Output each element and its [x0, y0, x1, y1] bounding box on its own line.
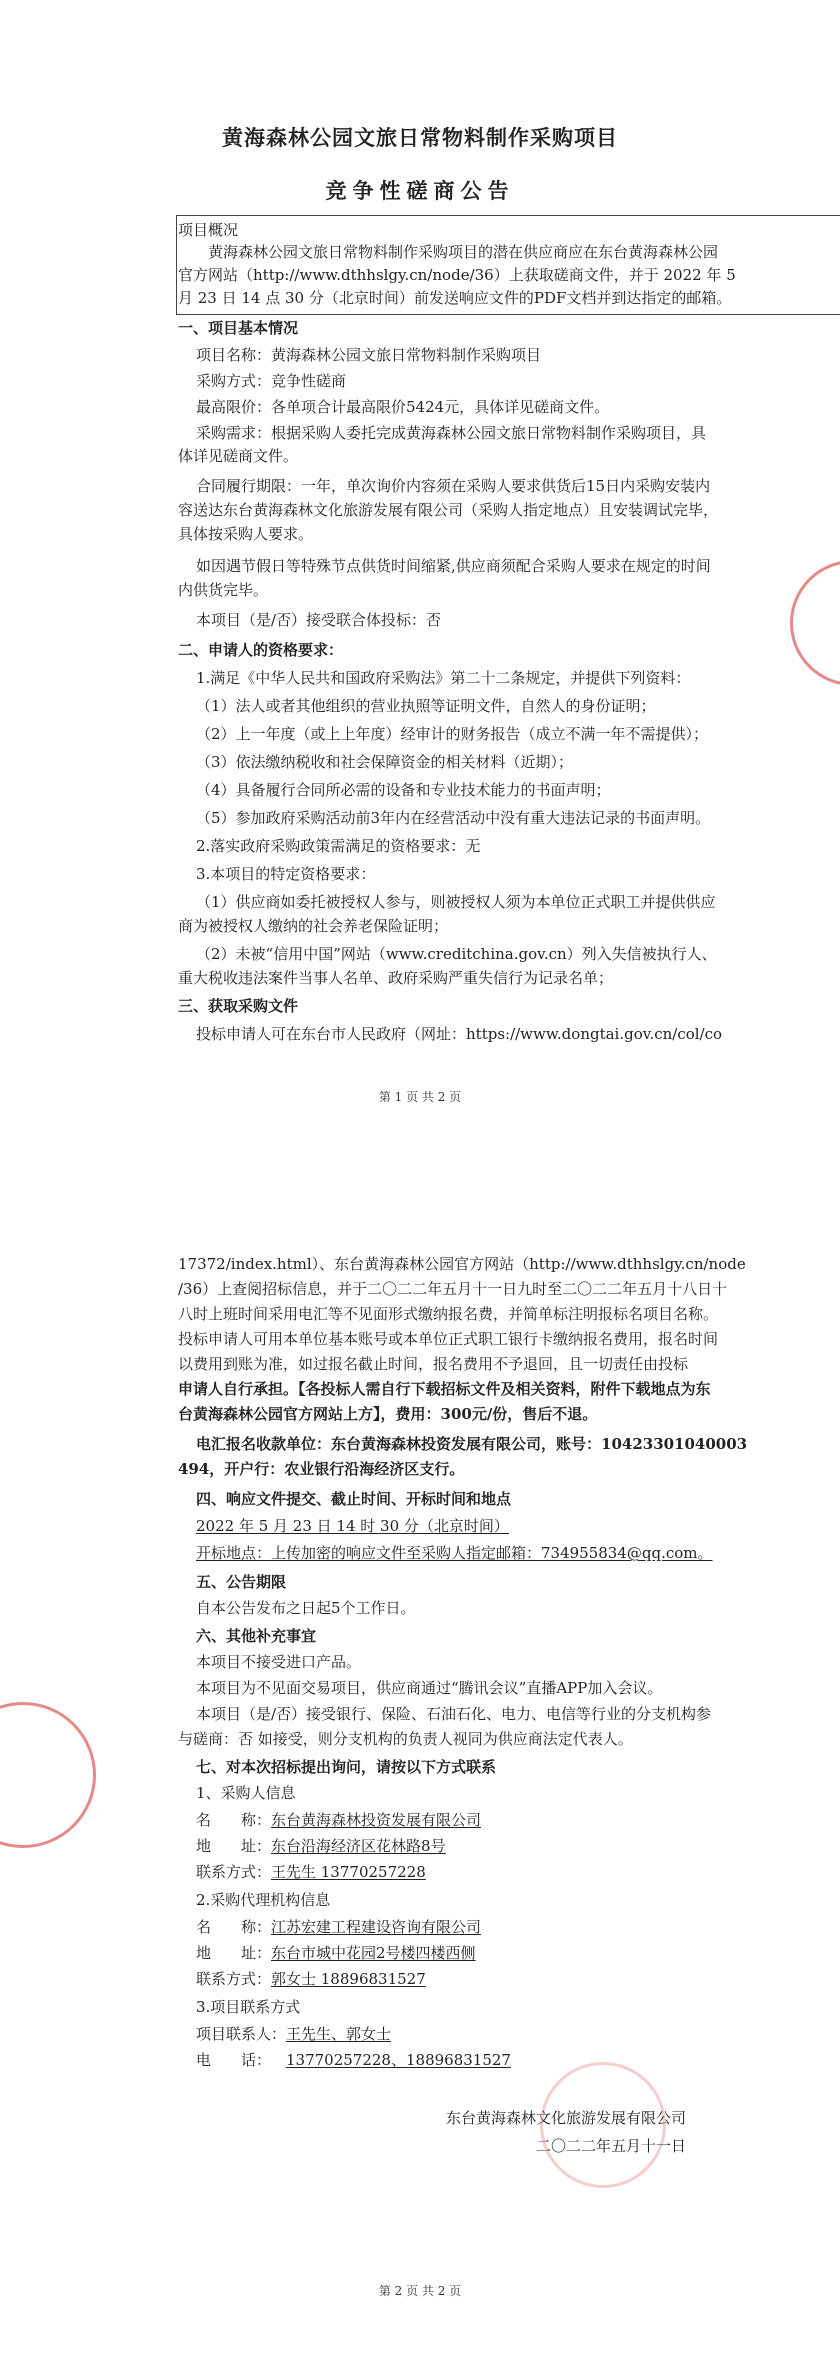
demand-line: 体详见磋商文件。 — [178, 447, 299, 465]
section-heading: 五、公告期限 — [196, 1573, 287, 1591]
other-line: 本项目为不见面交易项目，供应商通过“腾讯会议”直播APP加入会议。 — [196, 1679, 663, 1697]
contact-group-title: 1、采购人信息 — [196, 1784, 296, 1802]
contact-value: 13770257228、18896831527 — [286, 2051, 511, 2069]
period-line: 自本公告发布之日起5个工作日。 — [196, 1599, 416, 1617]
contact-label: 名 称： — [196, 1811, 272, 1829]
contract-line: 具体按采购人要求。 — [178, 525, 314, 543]
qualification-line: （3）依法缴纳税收和社会保障资金的相关材料（近期）； — [196, 753, 574, 771]
contract-line: 合同履行期限：一年，单次询价内容须在采购人要求供货后15日内采购安装内 — [196, 477, 711, 495]
deadline-line: 2022 年 5 月 23 日 14 时 30 分（北京时间） — [196, 1517, 509, 1535]
continued-line: 投标申请人可用本单位基本账号或本单位正式职工银行卡缴纳报名费用，报名时间 — [178, 1330, 719, 1348]
consortium-line: 本项目（是/否）接受联合体投标：否 — [196, 611, 442, 629]
contact-value: 东台市城中花园2号楼四楼西侧 — [271, 1944, 476, 1962]
contact-value: 东台黄海森林投资发展有限公司 — [271, 1811, 482, 1829]
project-name: 项目名称：黄海森林公园文旅日常物料制作采购项目 — [196, 346, 542, 364]
continued-line: 申请人自行承担。【各投标人需自行下载招标文件及相关资料，附件下载地点为东 — [178, 1380, 711, 1398]
document-subtitle: 竞争性磋商公告 — [325, 178, 515, 203]
document-title: 黄海森林公园文旅日常物料制作采购项目 — [222, 125, 618, 150]
section-heading: 七、对本次招标提出询问，请按以下方式联系 — [196, 1758, 497, 1776]
procurement-method: 采购方式：竞争性磋商 — [196, 372, 347, 390]
company-seal — [540, 2062, 666, 2188]
qualification-line: 3.本项目的特定资格要求： — [196, 865, 376, 883]
bank-line: 494，开户行：农业银行沿海经济区支行。 — [178, 1460, 465, 1478]
contact-value: 王先生、郭女士 — [286, 2025, 392, 2043]
section-heading: 一、项目基本情况 — [178, 319, 299, 337]
holiday-line: 如因遇节假日等特殊节点供货时间缩紧,供应商须配合采购人要求在规定的时间 — [196, 557, 711, 575]
continued-line: 八时上班时间采用电汇等不见面形式缴纳报名费，并简单标注明报标名项目名称。 — [178, 1305, 719, 1323]
contact-label: 联系方式： — [196, 1863, 272, 1881]
qualification-line: （2）上一年度（或上上年度）经审计的财务报告（成立不满一年不需提供）； — [196, 725, 709, 743]
other-line: 与磋商：否 如接受，则分支机构的负责人视同为供应商法定代表人。 — [178, 1730, 633, 1748]
contact-label: 项目联系人： — [196, 2025, 287, 2043]
continued-line: 17372/index.html）、东台黄海森林公园官方网站（http://www.dthhslgy.cn/node — [178, 1255, 746, 1273]
qualification-line: （2）未被“信用中国”网站（www.creditchina.gov.cn）列入失信被执行人、 — [196, 945, 717, 963]
contact-group-title: 2.采购代理机构信息 — [196, 1891, 331, 1909]
open-place-line: 开标地点：上传加密的响应文件至采购人指定邮箱：734955834@qq.com。 — [196, 1544, 713, 1562]
contact-label: 名 称： — [196, 1918, 272, 1936]
contact-group-title: 3.项目联系方式 — [196, 1998, 301, 2016]
overview-line: 黄海森林公园文旅日常物料制作采购项目的潜在供应商应在东台黄海森林公园 — [208, 243, 719, 261]
contact-label: 电 话： — [196, 2051, 272, 2069]
holiday-line: 内供货完毕。 — [178, 581, 269, 599]
max-price: 最高限价：各单项合计最高限价5424元，具体详见磋商文件。 — [196, 398, 610, 416]
overview-line: 月 23 日 14 点 30 分（北京时间）前发送响应文件的PDF文档并到达指定的邮箱。 — [178, 289, 732, 307]
section-heading: 二、申请人的资格要求： — [178, 641, 344, 659]
qualification-line: 重大税收违法案件当事人名单、政府采购严重失信行为记录名单； — [178, 969, 614, 987]
qualification-line: （1）法人或者其他组织的营业执照等证明文件，自然人的身份证明； — [196, 697, 656, 715]
qualification-line: （1）供应商如委托被授权人参与，则被授权人须为本单位正式职工并提供供应 — [196, 893, 716, 911]
company-seal — [0, 1702, 96, 1848]
section-heading: 三、获取采购文件 — [178, 997, 299, 1015]
continued-line: 以费用到账为准，如过报名截止时间，报名费用不予退回，且一切责任由投标 — [178, 1355, 689, 1373]
document-page-1 — [0, 0, 840, 1160]
contract-line: 容送达东台黄海森林文化旅游发展有限公司（采购人指定地点）且安装调试完毕， — [178, 501, 719, 519]
qualification-line: 商为被授权人缴纳的社会养老保险证明； — [178, 917, 449, 935]
other-line: 本项目（是/否）接受银行、保险、石油石化、电力、电信等行业的分支机构参 — [196, 1705, 712, 1723]
bank-line: 电汇报名收款单位：东台黄海森林投资发展有限公司，账号：10423301040003 — [196, 1435, 748, 1453]
contact-value: 王先生 13770257228 — [271, 1863, 426, 1881]
qualification-line: （4）具备履行合同所必需的设备和专业技术能力的书面声明； — [196, 781, 611, 799]
demand-line: 采购需求：根据采购人委托完成黄海森林公园文旅日常物料制作采购项目，具 — [196, 424, 707, 442]
signature-org: 东台黄海森林文化旅游发展有限公司 — [446, 2109, 687, 2127]
contact-label: 地 址： — [196, 1837, 272, 1855]
contact-label: 地 址： — [196, 1944, 272, 1962]
qualification-line: 1.满足《中华人民共和国政府采购法》第二十二条规定，并提供下列资料： — [196, 669, 691, 687]
company-seal — [790, 560, 840, 686]
contact-value: 郭女士 18896831527 — [271, 1970, 426, 1988]
overview-heading: 项目概况 — [178, 221, 239, 239]
contact-value: 江苏宏建工程建设咨询有限公司 — [271, 1918, 482, 1936]
page-number: 第 1 页 共 2 页 — [378, 1090, 462, 1104]
page-number: 第 2 页 共 2 页 — [378, 2284, 462, 2298]
page-gap — [0, 1160, 840, 1182]
section-heading: 四、响应文件提交、截止时间、开标时间和地点 — [196, 1490, 512, 1508]
continued-line: /36）上查阅招标信息，并于二〇二二年五月十一日九时至二〇二二年五月十八日十 — [178, 1280, 728, 1298]
qualification-line: （5）参加政府采购活动前3年内在经营活动中没有重大违法记录的书面声明。 — [196, 809, 711, 827]
qualification-line: 2.落实政府采购政策需满足的资格要求：无 — [196, 837, 481, 855]
contact-label: 联系方式： — [196, 1970, 272, 1988]
document-page-2 — [0, 1182, 840, 2353]
overview-line: 官方网站（http://www.dthhslgy.cn/node/36）上获取磋商文件，并于 2022 年 5 — [178, 266, 736, 284]
continued-line: 台黄海森林公园官方网站上方】，费用：300元/份，售后不退。 — [178, 1405, 598, 1423]
signature-date: 二〇二二年五月十一日 — [536, 2137, 687, 2155]
get-docs-line: 投标申请人可在东台市人民政府（网址：https://www.dongtai.gov.cn/col/co — [196, 1025, 723, 1043]
contact-value: 东台沿海经济区花林路8号 — [271, 1837, 446, 1855]
other-line: 本项目不接受进口产品。 — [196, 1653, 362, 1671]
section-heading: 六、其他补充事宜 — [196, 1627, 317, 1645]
